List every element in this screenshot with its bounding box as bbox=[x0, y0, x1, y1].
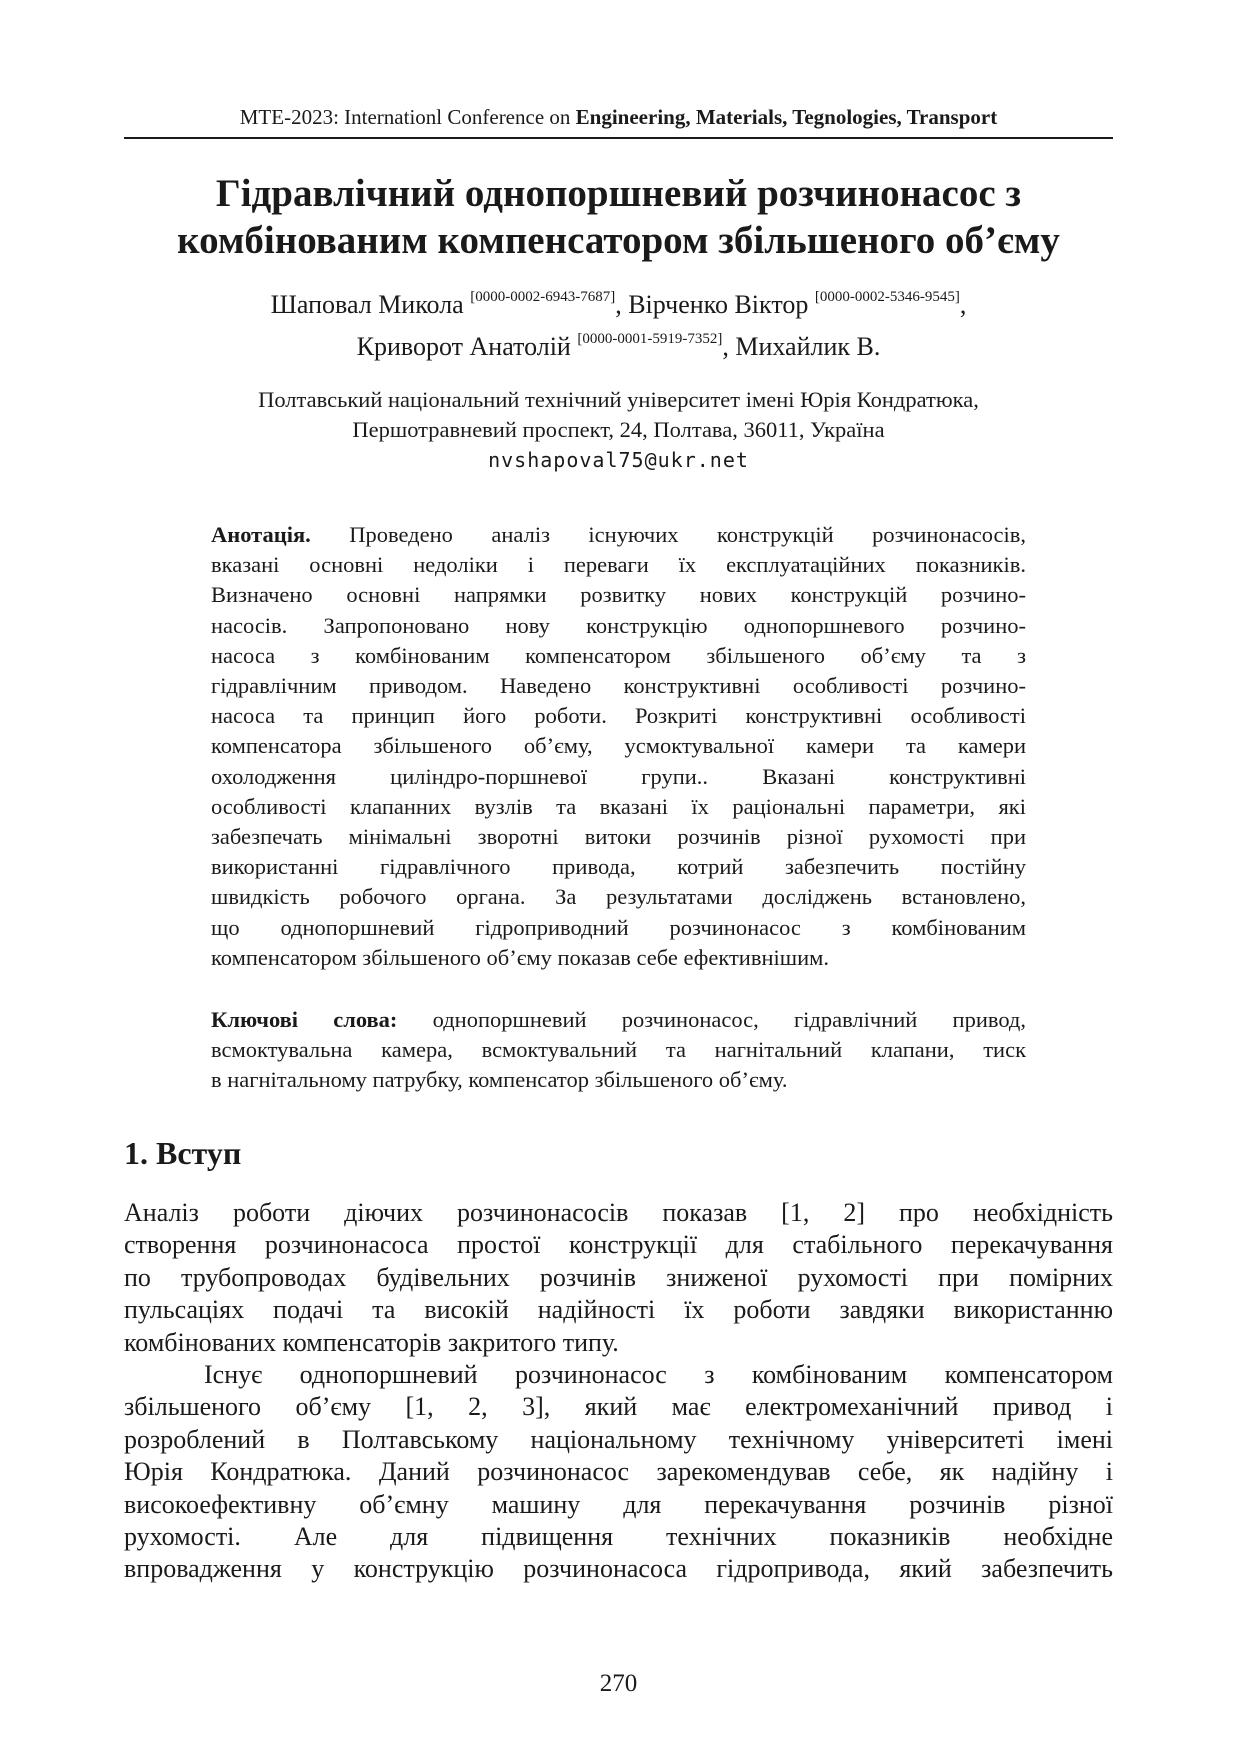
body-line: рухомості. Але для підвищення технічних показників необхідне bbox=[124, 1522, 1113, 1552]
abstract-line: швидкість робочого органа. За результатами досліджень встановлено, bbox=[211, 884, 1026, 910]
affiliation-address: Першотравневий проспект, 24, Полтава, 36011, Україна bbox=[352, 417, 885, 442]
header-conference-topics: Engineering, Materials, Tegnologies, Transport bbox=[575, 105, 998, 129]
abstract-line: використанні гідравлічного привода, котрий забезпечить постійну bbox=[211, 854, 1026, 880]
keywords-line: Ключові слова: однопоршневий розчинонасос, гідравлічний привод, bbox=[211, 1007, 1027, 1032]
author-orcid: [0000-0001-5919-7352] bbox=[577, 331, 723, 347]
abstract-line: забезпечать мінімальні зворотні витоки розчинів різної рухомості при bbox=[211, 824, 1026, 850]
page-number: 270 bbox=[599, 1670, 638, 1697]
abstract-line: насоса з комбінованим компенсатором збільшеного об’єму та з bbox=[211, 642, 1026, 668]
header-conference-prefix: MTE-2023: Internationl Conference on bbox=[239, 105, 576, 129]
header-rule bbox=[124, 137, 1113, 139]
author-name: Шаповал Микола bbox=[270, 290, 464, 319]
author-name: Михайлик В. bbox=[735, 332, 881, 361]
abstract-label: Анотація. bbox=[211, 522, 311, 547]
abstract bbox=[211, 520, 1026, 973]
author-orcid: [0000-0002-5346-9545] bbox=[814, 289, 960, 305]
keywords-line: в нагнітальному патрубку, компенсатор збільшеного об’єму. bbox=[211, 1067, 788, 1093]
title-line-1: Гідравлічний однопоршневий розчинонасос з bbox=[215, 172, 1022, 215]
abstract-line: компенсатора збільшеного об’єму, усмоктувальної камери та камери bbox=[211, 733, 1026, 759]
body-line: пульсаціях подачі та високій надійності їх роботи завдяки використанню bbox=[124, 1295, 1113, 1325]
body-line: Існує однопоршневий розчинонасос з комбінованим компенсатором bbox=[204, 1360, 1113, 1390]
author-name: Криворот Анатолій bbox=[356, 332, 571, 361]
title-line-2: комбінованим компенсатором збільшеного об’єму bbox=[177, 219, 1060, 262]
section-heading: 1. Вступ bbox=[124, 1135, 242, 1171]
author-line-1: Шаповал Микола [0000-0002-6943-7687], Вірченко Віктор [0000-0002-5346-9545], bbox=[270, 289, 967, 319]
paper-title bbox=[124, 170, 1113, 264]
abstract-line: Анотація. Проведено аналіз існуючих конструкцій розчинонасосів, bbox=[211, 522, 1026, 547]
body-line: комбінованих компенсаторів закритого типу. bbox=[124, 1327, 619, 1357]
abstract-line: охолодження циліндро-поршневої групи.. Вказані конструктивні bbox=[211, 763, 1026, 789]
body-text bbox=[124, 1197, 1113, 1586]
abstract-line: насосів. Запропоновано нову конструкцію однопоршневого розчино- bbox=[211, 612, 1026, 638]
running-header bbox=[124, 104, 1113, 130]
abstract-line: Визначено основні напрямки розвитку нових конструкцій розчино- bbox=[211, 582, 1026, 608]
affiliation bbox=[124, 385, 1113, 475]
author-orcid: [0000-0002-6943-7687] bbox=[470, 289, 616, 305]
body-line: створення розчинонасоса простої конструкції для стабільного перекачування bbox=[124, 1230, 1113, 1260]
body-line: збільшеного об’єму [1, 2, 3], який має електромеханічний привод і bbox=[124, 1392, 1113, 1422]
body-line: високоефективну об’ємну машину для перекачування розчинів різної bbox=[124, 1489, 1113, 1519]
keywords bbox=[211, 1005, 1026, 1096]
abstract-line: особливості клапанних вузлів та вказані їх раціональні параметри, які bbox=[211, 793, 1026, 819]
abstract-line: вказані основні недоліки і переваги їх експлуатаційних показників. bbox=[211, 552, 1026, 578]
author-list bbox=[124, 286, 1113, 370]
author-line-2: Криворот Анатолій [0000-0001-5919-7352], Михайлик В. bbox=[356, 331, 881, 361]
body-line: Юрія Кондратюка. Даний розчинонасос зарекомендував себе, як надійну і bbox=[124, 1457, 1113, 1487]
author-name: Вірченко Віктор bbox=[628, 290, 809, 319]
abstract-line: що однопоршневий гідроприводний розчинонасос з комбінованим bbox=[211, 914, 1026, 940]
keywords-line: всмоктувальна камера, всмоктувальний та нагнітальний клапани, тиск bbox=[211, 1037, 1026, 1063]
keywords-label: Ключові слова: bbox=[211, 1007, 398, 1032]
body-line: по трубопроводах будівельних розчинів зниженої рухомості при помірних bbox=[124, 1262, 1113, 1292]
affiliation-institution: Полтавський національний технічний університет імені Юрія Кондратюка, bbox=[258, 387, 979, 412]
abstract-line: насоса та принцип його роботи. Розкриті конструктивні особливості bbox=[211, 703, 1026, 729]
body-line: впровадження у конструкцію розчинонасоса гідропривода, який забезпечить bbox=[124, 1554, 1113, 1584]
abstract-line: гідравлічним приводом. Наведено конструктивні особливості розчино- bbox=[211, 673, 1026, 699]
body-line: розроблений в Полтавському національному технічному університеті імені bbox=[124, 1424, 1113, 1454]
author-email: nvshapoval75@ukr.net bbox=[488, 448, 749, 472]
abstract-line: компенсатором збільшеного об’єму показав себе ефективнішим. bbox=[211, 944, 829, 970]
body-line: Аналіз роботи діючих розчинонасосів показав [1, 2] про необхідність bbox=[124, 1198, 1113, 1227]
